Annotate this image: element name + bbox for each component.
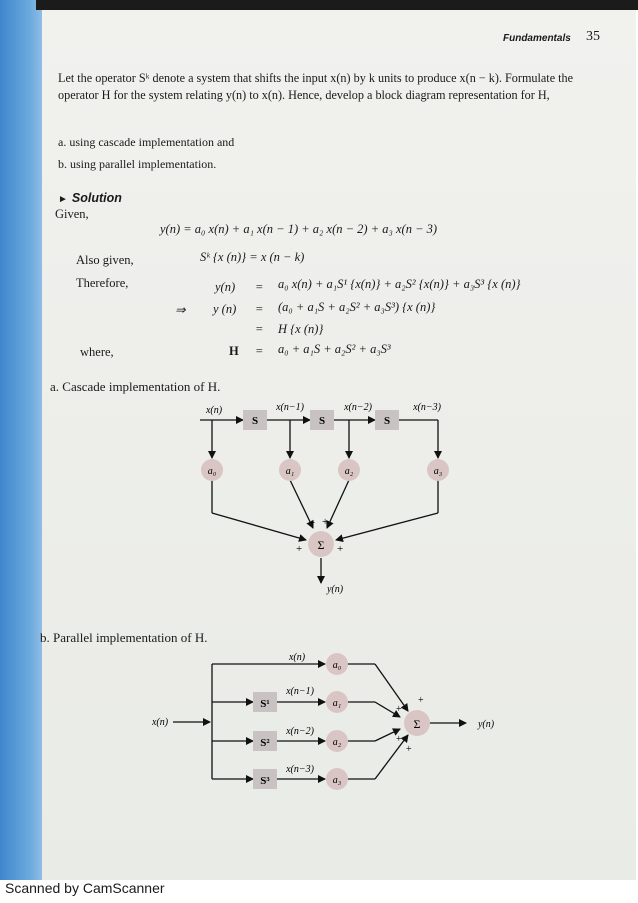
cascade-shift-label: S	[383, 415, 391, 427]
cascade-shift-label: S	[251, 415, 259, 427]
section-header: Fundamentals	[503, 33, 571, 44]
eq1-equals: =	[255, 280, 264, 294]
also-given-label: Also given,	[76, 253, 134, 267]
parallel-sum-sign: +	[418, 695, 424, 706]
scanner-footer	[0, 880, 638, 903]
given-label: Given,	[55, 207, 89, 221]
parallel-gain-label: a₃	[332, 775, 342, 786]
problem-text: Let the operator Sᵏ denote a system that shifts the input x(n) by k units to produce x(n − k). Formulate the operator H for the system relating y(n) to x(n). Hence, develop a block diagram representation for H,	[58, 71, 574, 102]
cascade-heading: a. Cascade implementation of H.	[50, 379, 221, 394]
parallel-shift-label: S³	[260, 775, 270, 787]
parallel-sum-symbol: Σ	[413, 717, 421, 731]
cascade-shift-label: S	[318, 415, 326, 427]
cascade-gain-label: a₂	[344, 466, 354, 477]
parallel-signal-label: x(n−3)	[286, 764, 314, 775]
cascade-sum-sign: +	[322, 516, 329, 528]
eq3-rhs: H {x (n)}	[278, 322, 324, 336]
shift-definition: Sᵏ {x (n)} = x (n − k)	[200, 250, 305, 264]
solution-title: Solution	[71, 191, 122, 205]
cascade-signal-label: x(n−3)	[413, 402, 441, 413]
eq1-lhs: y(n)	[215, 280, 236, 294]
parallel-gain-label: a₀	[332, 660, 342, 671]
cascade-output-label: y(n)	[326, 584, 344, 595]
scanner-watermark: Scanned by CamScanner	[5, 880, 165, 896]
cascade-sum-sign: +	[296, 543, 303, 555]
parallel-sum-sign: +	[396, 704, 402, 715]
eq2-lhs: y (n)	[213, 302, 237, 316]
parallel-shift-label: S¹	[260, 698, 270, 710]
parallel-heading: b. Parallel implementation of H.	[40, 630, 208, 645]
cascade-gain-label: a₃	[433, 466, 443, 477]
parallel-sum-sign: +	[406, 744, 412, 755]
eq2-equals: =	[255, 302, 264, 316]
cascade-sum-sign: +	[309, 517, 316, 529]
cascade-signal-label: x(n−1)	[276, 402, 304, 413]
parallel-signal-label: x(n−2)	[286, 726, 314, 737]
where-label: where,	[80, 345, 114, 359]
parallel-gain-label: a₂	[332, 737, 342, 748]
cascade-signal-label: x(n−2)	[344, 402, 372, 413]
eq1-rhs: a₀ x(n) + a₁S¹ {x(n)} + a₂S² {x(n)} + a₃S³ {x (n)}	[278, 277, 521, 291]
parallel-signal-label: x(n−1)	[286, 686, 314, 697]
parallel-output-label: y(n)	[477, 719, 495, 730]
eq4-lhs: H	[229, 344, 239, 358]
eq2-rhs: (a₀ + a₁S + a₂S² + a₃S³) {x (n)}	[278, 300, 436, 314]
therefore-label: Therefore,	[76, 276, 129, 290]
eq4-equals: =	[255, 344, 264, 358]
parallel-gain-label: a₁	[332, 698, 342, 709]
cascade-sum-symbol: Σ	[317, 538, 325, 552]
cascade-sum-sign: +	[337, 543, 344, 555]
cascade-signal-label: x(n)	[205, 405, 223, 416]
page-number: 35	[586, 29, 600, 44]
parallel-sum-sign: +	[396, 734, 402, 745]
implies-arrow: ⇒	[175, 303, 186, 317]
parallel-shift-label: S²	[260, 737, 270, 749]
parallel-input-label: x(n)	[151, 717, 169, 728]
eq3-equals: =	[255, 322, 264, 336]
cascade-gain-label: a₁	[285, 466, 295, 477]
parallel-signal-label: x(n)	[288, 652, 306, 663]
problem-item-a: a. using cascade implementation and	[58, 135, 235, 149]
eq4-rhs: a₀ + a₁S + a₂S² + a₃S³	[278, 342, 391, 356]
cascade-gain-label: a₀	[207, 466, 217, 477]
given-equation: y(n) = a₀ x(n) + a₁ x(n − 1) + a₂ x(n − 2) + a₃ x(n − 3)	[160, 222, 438, 236]
problem-item-b: b. using parallel implementation.	[58, 157, 217, 171]
triangle-bullet-icon: ►	[58, 194, 68, 205]
